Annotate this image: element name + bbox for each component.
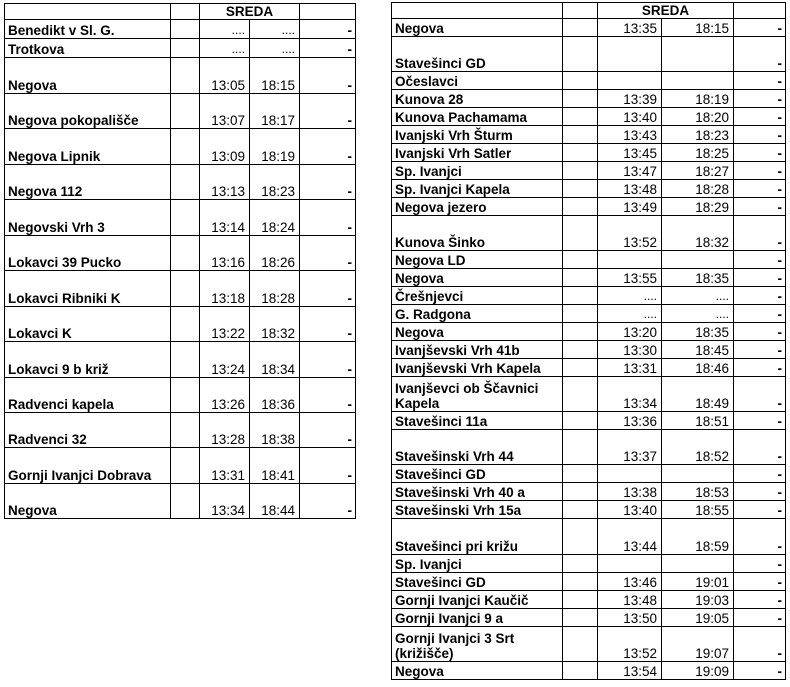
table-row <box>392 591 786 609</box>
table-row <box>5 236 356 271</box>
dash-cell: - <box>300 39 356 58</box>
spacer-cell <box>171 271 200 307</box>
stop-name: Negova <box>392 19 563 37</box>
dash-cell: - <box>300 413 356 448</box>
day-header: SREDA <box>200 4 300 20</box>
time-first: 13:13 <box>200 165 250 200</box>
time-second: 18:32 <box>250 307 300 342</box>
dash-cell: - <box>734 108 786 126</box>
time-second: 18:15 <box>250 58 300 94</box>
table-row <box>5 484 356 519</box>
spacer-cell <box>563 465 598 483</box>
dash-cell: - <box>734 555 786 573</box>
dash-cell: - <box>734 144 786 162</box>
stop-name: Očeslavci <box>392 72 563 90</box>
dash-cell: - <box>300 236 356 271</box>
table-row <box>392 483 786 501</box>
time-second: 18:35 <box>662 269 734 287</box>
header-empty-cell <box>5 4 171 20</box>
stop-name: Negova <box>5 58 171 94</box>
stop-name: Negovski Vrh 3 <box>5 200 171 236</box>
spacer-cell <box>563 377 598 412</box>
table-row <box>392 180 786 198</box>
dash-cell: - <box>734 72 786 90</box>
time-first: 13:38 <box>598 483 662 501</box>
dash-cell: - <box>734 37 786 72</box>
table-row <box>5 271 356 307</box>
table-row <box>392 108 786 126</box>
table-row <box>5 94 356 129</box>
stop-name: Stavešinci GD <box>392 37 563 72</box>
table-row <box>5 342 356 378</box>
table-row <box>392 465 786 483</box>
time-first: 13:37 <box>598 430 662 465</box>
time-second: .... <box>662 305 734 323</box>
time-first: 13:34 <box>200 484 250 519</box>
stop-name: Kunova Pachamama <box>392 108 563 126</box>
stop-name: Negova pokopališče <box>5 94 171 129</box>
spacer-cell <box>171 165 200 200</box>
stop-name: Radvenci 32 <box>5 413 171 448</box>
time-second: 18:15 <box>662 19 734 37</box>
stop-name: Negova 112 <box>5 165 171 200</box>
spacer-cell <box>171 448 200 484</box>
dash-cell: - <box>734 359 786 377</box>
time-first: 13:07 <box>200 94 250 129</box>
stop-name: Negova jezero <box>392 198 563 216</box>
time-first: 13:50 <box>598 609 662 627</box>
time-first: 13:31 <box>200 448 250 484</box>
dash-cell: - <box>734 519 786 555</box>
dash-cell: - <box>734 198 786 216</box>
time-second: 18:24 <box>250 200 300 236</box>
time-second: 18:52 <box>662 430 734 465</box>
time-second: 18:20 <box>662 108 734 126</box>
stop-name: Stavešinci 11a <box>392 412 563 430</box>
time-second: 18:38 <box>250 413 300 448</box>
stop-name: Gornji Ivanjci Kaučič <box>392 591 563 609</box>
stop-name: Stavešinski Vrh 15a <box>392 501 563 519</box>
table-row <box>392 126 786 144</box>
header-empty-cell <box>563 3 598 19</box>
time-second: 18:46 <box>662 359 734 377</box>
time-second: 18:28 <box>662 180 734 198</box>
stop-name: Ivanjski Vrh Šturm <box>392 126 563 144</box>
time-second: 18:17 <box>250 94 300 129</box>
time-second: 18:35 <box>662 323 734 341</box>
time-second: 18:36 <box>250 378 300 413</box>
spacer-cell <box>563 108 598 126</box>
time-second: 18:19 <box>250 129 300 165</box>
table-row <box>392 305 786 323</box>
time-first: 13:48 <box>598 591 662 609</box>
table-row <box>392 287 786 305</box>
day-header: SREDA <box>598 3 734 19</box>
table-row <box>392 269 786 287</box>
table-row <box>392 662 786 680</box>
spacer-cell <box>563 430 598 465</box>
stop-name: Ivanjševski Vrh Kapela <box>392 359 563 377</box>
table-row <box>5 165 356 200</box>
stop-name: Ivanjski Vrh Satler <box>392 144 563 162</box>
stop-name: Negova <box>392 662 563 680</box>
spacer-cell <box>563 627 598 662</box>
time-first <box>598 72 662 90</box>
time-first: 13:40 <box>598 108 662 126</box>
dash-cell: - <box>734 90 786 108</box>
table-row <box>392 627 786 662</box>
time-first <box>598 465 662 483</box>
table-row <box>392 359 786 377</box>
dash-cell: - <box>300 20 356 39</box>
time-second: 18:32 <box>662 216 734 251</box>
stop-name: Stavešinci pri križu <box>392 519 563 555</box>
dash-cell: - <box>734 430 786 465</box>
dash-cell: - <box>300 484 356 519</box>
table-row <box>392 412 786 430</box>
stop-name: Lokavci 39 Pucko <box>5 236 171 271</box>
time-second: 18:25 <box>662 144 734 162</box>
table-row <box>5 20 356 39</box>
dash-cell: - <box>734 126 786 144</box>
spacer-cell <box>171 307 200 342</box>
dash-cell: - <box>734 269 786 287</box>
dash-cell: - <box>734 341 786 359</box>
header-row <box>392 3 786 19</box>
dash-cell: - <box>734 662 786 680</box>
spacer-cell <box>171 129 200 165</box>
time-second: 18:51 <box>662 412 734 430</box>
spacer-cell <box>563 341 598 359</box>
time-second: .... <box>250 20 300 39</box>
time-first: 13:14 <box>200 200 250 236</box>
time-first: 13:43 <box>598 126 662 144</box>
dash-cell: - <box>300 165 356 200</box>
time-second: 18:53 <box>662 483 734 501</box>
spacer-cell <box>171 236 200 271</box>
spacer-cell <box>563 19 598 37</box>
spacer-cell <box>563 359 598 377</box>
time-first: 13:34 <box>598 377 662 412</box>
time-second: .... <box>250 39 300 58</box>
dash-cell: - <box>734 377 786 412</box>
spacer-cell <box>563 323 598 341</box>
table-row <box>5 413 356 448</box>
stop-name: Gornji Ivanjci 3 Srt (križišče) <box>392 627 563 662</box>
time-second <box>662 72 734 90</box>
dash-cell: - <box>300 58 356 94</box>
dash-cell: - <box>300 378 356 413</box>
stop-name: Stavešinski Vrh 40 a <box>392 483 563 501</box>
time-first: 13:20 <box>598 323 662 341</box>
time-first: 13:26 <box>200 378 250 413</box>
stop-name: Gornji Ivanjci Dobrava <box>5 448 171 484</box>
time-first: .... <box>598 305 662 323</box>
stop-name: Negova <box>392 269 563 287</box>
time-first <box>598 251 662 269</box>
table-row <box>392 323 786 341</box>
table-row <box>392 555 786 573</box>
spacer-cell <box>563 144 598 162</box>
time-first: .... <box>200 39 250 58</box>
time-first: 13:49 <box>598 198 662 216</box>
table-row <box>392 144 786 162</box>
stop-name: Benedikt v Sl. G. <box>5 20 171 39</box>
time-first <box>598 37 662 72</box>
time-first: 13:18 <box>200 271 250 307</box>
header-empty-cell <box>734 3 786 19</box>
dash-cell: - <box>734 609 786 627</box>
left-timetable <box>4 3 356 519</box>
stop-name: Trotkova <box>5 39 171 58</box>
time-second: 18:55 <box>662 501 734 519</box>
time-second: 18:23 <box>662 126 734 144</box>
stop-name: Negova <box>5 484 171 519</box>
dash-cell: - <box>734 216 786 251</box>
spacer-cell <box>563 198 598 216</box>
dash-cell: - <box>734 323 786 341</box>
dash-cell: - <box>734 465 786 483</box>
dash-cell: - <box>734 305 786 323</box>
stop-name: Ivanjševci ob Ščavnici Kapela <box>392 377 563 412</box>
dash-cell: - <box>300 94 356 129</box>
stop-name: Stavešinci GD <box>392 465 563 483</box>
time-second: 19:03 <box>662 591 734 609</box>
time-second: 18:29 <box>662 198 734 216</box>
table-row <box>5 378 356 413</box>
stop-name: Gornji Ivanjci 9 a <box>392 609 563 627</box>
dash-cell: - <box>734 287 786 305</box>
dash-cell: - <box>734 627 786 662</box>
spacer-cell <box>563 519 598 555</box>
time-second: 19:01 <box>662 573 734 591</box>
spacer-cell <box>563 269 598 287</box>
spacer-cell <box>563 126 598 144</box>
dash-cell: - <box>734 501 786 519</box>
stop-name: Stavešinci GD <box>392 573 563 591</box>
spacer-cell <box>563 162 598 180</box>
time-first: 13:05 <box>200 58 250 94</box>
right-timetable <box>391 2 786 680</box>
time-first: 13:40 <box>598 501 662 519</box>
time-first: 13:22 <box>200 307 250 342</box>
spacer-cell <box>563 483 598 501</box>
time-first: 13:52 <box>598 216 662 251</box>
table-row <box>5 448 356 484</box>
spacer-cell <box>563 662 598 680</box>
time-first: 13:45 <box>598 144 662 162</box>
dash-cell: - <box>734 483 786 501</box>
header-empty-cell <box>171 4 200 20</box>
spacer-cell <box>563 287 598 305</box>
stop-name: Negova <box>392 323 563 341</box>
spacer-cell <box>171 413 200 448</box>
time-second: 18:23 <box>250 165 300 200</box>
dash-cell: - <box>300 200 356 236</box>
spacer-cell <box>171 39 200 58</box>
time-first: 13:39 <box>598 90 662 108</box>
dash-cell: - <box>300 129 356 165</box>
table-row <box>392 251 786 269</box>
spacer-cell <box>171 378 200 413</box>
table-row <box>392 501 786 519</box>
stop-name: Lokavci Ribniki K <box>5 271 171 307</box>
spacer-cell <box>171 200 200 236</box>
time-first <box>598 555 662 573</box>
time-first: 13:35 <box>598 19 662 37</box>
dash-cell: - <box>734 180 786 198</box>
time-first: 13:16 <box>200 236 250 271</box>
spacer-cell <box>171 94 200 129</box>
dash-cell: - <box>300 307 356 342</box>
table-row <box>5 200 356 236</box>
time-second: 19:07 <box>662 627 734 662</box>
stop-name: Kunova Šinko <box>392 216 563 251</box>
dash-cell: - <box>300 342 356 378</box>
table-row <box>392 37 786 72</box>
spacer-cell <box>171 484 200 519</box>
stop-name: Negova LD <box>392 251 563 269</box>
time-second: 18:49 <box>662 377 734 412</box>
time-second: 18:45 <box>662 341 734 359</box>
stop-name: G. Radgona <box>392 305 563 323</box>
time-second: 18:19 <box>662 90 734 108</box>
time-second: 18:59 <box>662 519 734 555</box>
time-second: 18:34 <box>250 342 300 378</box>
table-row <box>392 573 786 591</box>
spacer-cell <box>563 180 598 198</box>
spacer-cell <box>563 573 598 591</box>
time-second: 18:44 <box>250 484 300 519</box>
time-first: 13:36 <box>598 412 662 430</box>
spacer-cell <box>563 412 598 430</box>
table-row <box>392 19 786 37</box>
spacer-cell <box>171 20 200 39</box>
spacer-cell <box>563 90 598 108</box>
stop-name: Radvenci kapela <box>5 378 171 413</box>
stop-name: Lokavci K <box>5 307 171 342</box>
dash-cell: - <box>734 573 786 591</box>
time-second <box>662 37 734 72</box>
table-row <box>392 609 786 627</box>
time-first: 13:24 <box>200 342 250 378</box>
table-row <box>5 58 356 94</box>
dash-cell: - <box>734 251 786 269</box>
table-row <box>392 162 786 180</box>
time-first: .... <box>200 20 250 39</box>
table-row <box>392 430 786 465</box>
spacer-cell <box>171 342 200 378</box>
table-row <box>5 129 356 165</box>
time-second: 18:27 <box>662 162 734 180</box>
table-row <box>5 307 356 342</box>
spacer-cell <box>171 58 200 94</box>
spacer-cell <box>563 216 598 251</box>
spacer-cell <box>563 501 598 519</box>
dash-cell: - <box>300 271 356 307</box>
dash-cell: - <box>734 412 786 430</box>
time-first: 13:55 <box>598 269 662 287</box>
table-row <box>392 198 786 216</box>
time-first: 13:47 <box>598 162 662 180</box>
time-first: 13:09 <box>200 129 250 165</box>
stop-name: Lokavci 9 b križ <box>5 342 171 378</box>
time-first: 13:28 <box>200 413 250 448</box>
time-second <box>662 465 734 483</box>
stop-name: Negova Lipnik <box>5 129 171 165</box>
table-row <box>392 377 786 412</box>
time-second <box>662 555 734 573</box>
dash-cell: - <box>734 162 786 180</box>
dash-cell: - <box>300 448 356 484</box>
time-first: 13:46 <box>598 573 662 591</box>
time-second: 19:05 <box>662 609 734 627</box>
spacer-cell <box>563 72 598 90</box>
spacer-cell <box>563 251 598 269</box>
header-empty-cell <box>300 4 356 20</box>
time-second: .... <box>662 287 734 305</box>
spacer-cell <box>563 305 598 323</box>
spacer-cell <box>563 555 598 573</box>
table-row <box>5 39 356 58</box>
table-row <box>392 216 786 251</box>
time-first: 13:48 <box>598 180 662 198</box>
time-first: 13:44 <box>598 519 662 555</box>
dash-cell: - <box>734 19 786 37</box>
stop-name: Stavešinski Vrh 44 <box>392 430 563 465</box>
time-second: 18:41 <box>250 448 300 484</box>
time-second <box>662 251 734 269</box>
table-row <box>392 90 786 108</box>
time-first: 13:31 <box>598 359 662 377</box>
spacer-cell <box>563 37 598 72</box>
time-first: 13:52 <box>598 627 662 662</box>
time-first: .... <box>598 287 662 305</box>
stop-name: Kunova 28 <box>392 90 563 108</box>
stop-name: Ivanjševski Vrh 41b <box>392 341 563 359</box>
dash-cell: - <box>734 591 786 609</box>
spacer-cell <box>563 609 598 627</box>
stop-name: Črešnjevci <box>392 287 563 305</box>
table-row <box>392 72 786 90</box>
time-first: 13:30 <box>598 341 662 359</box>
time-second: 18:26 <box>250 236 300 271</box>
stop-name: Sp. Ivanjci Kapela <box>392 180 563 198</box>
table-row <box>392 341 786 359</box>
stop-name: Sp. Ivanjci <box>392 555 563 573</box>
time-second: 19:09 <box>662 662 734 680</box>
table-row <box>392 519 786 555</box>
time-first: 13:54 <box>598 662 662 680</box>
header-row <box>5 4 356 20</box>
time-second: 18:28 <box>250 271 300 307</box>
stop-name: Sp. Ivanjci <box>392 162 563 180</box>
spacer-cell <box>563 591 598 609</box>
header-empty-cell <box>392 3 563 19</box>
